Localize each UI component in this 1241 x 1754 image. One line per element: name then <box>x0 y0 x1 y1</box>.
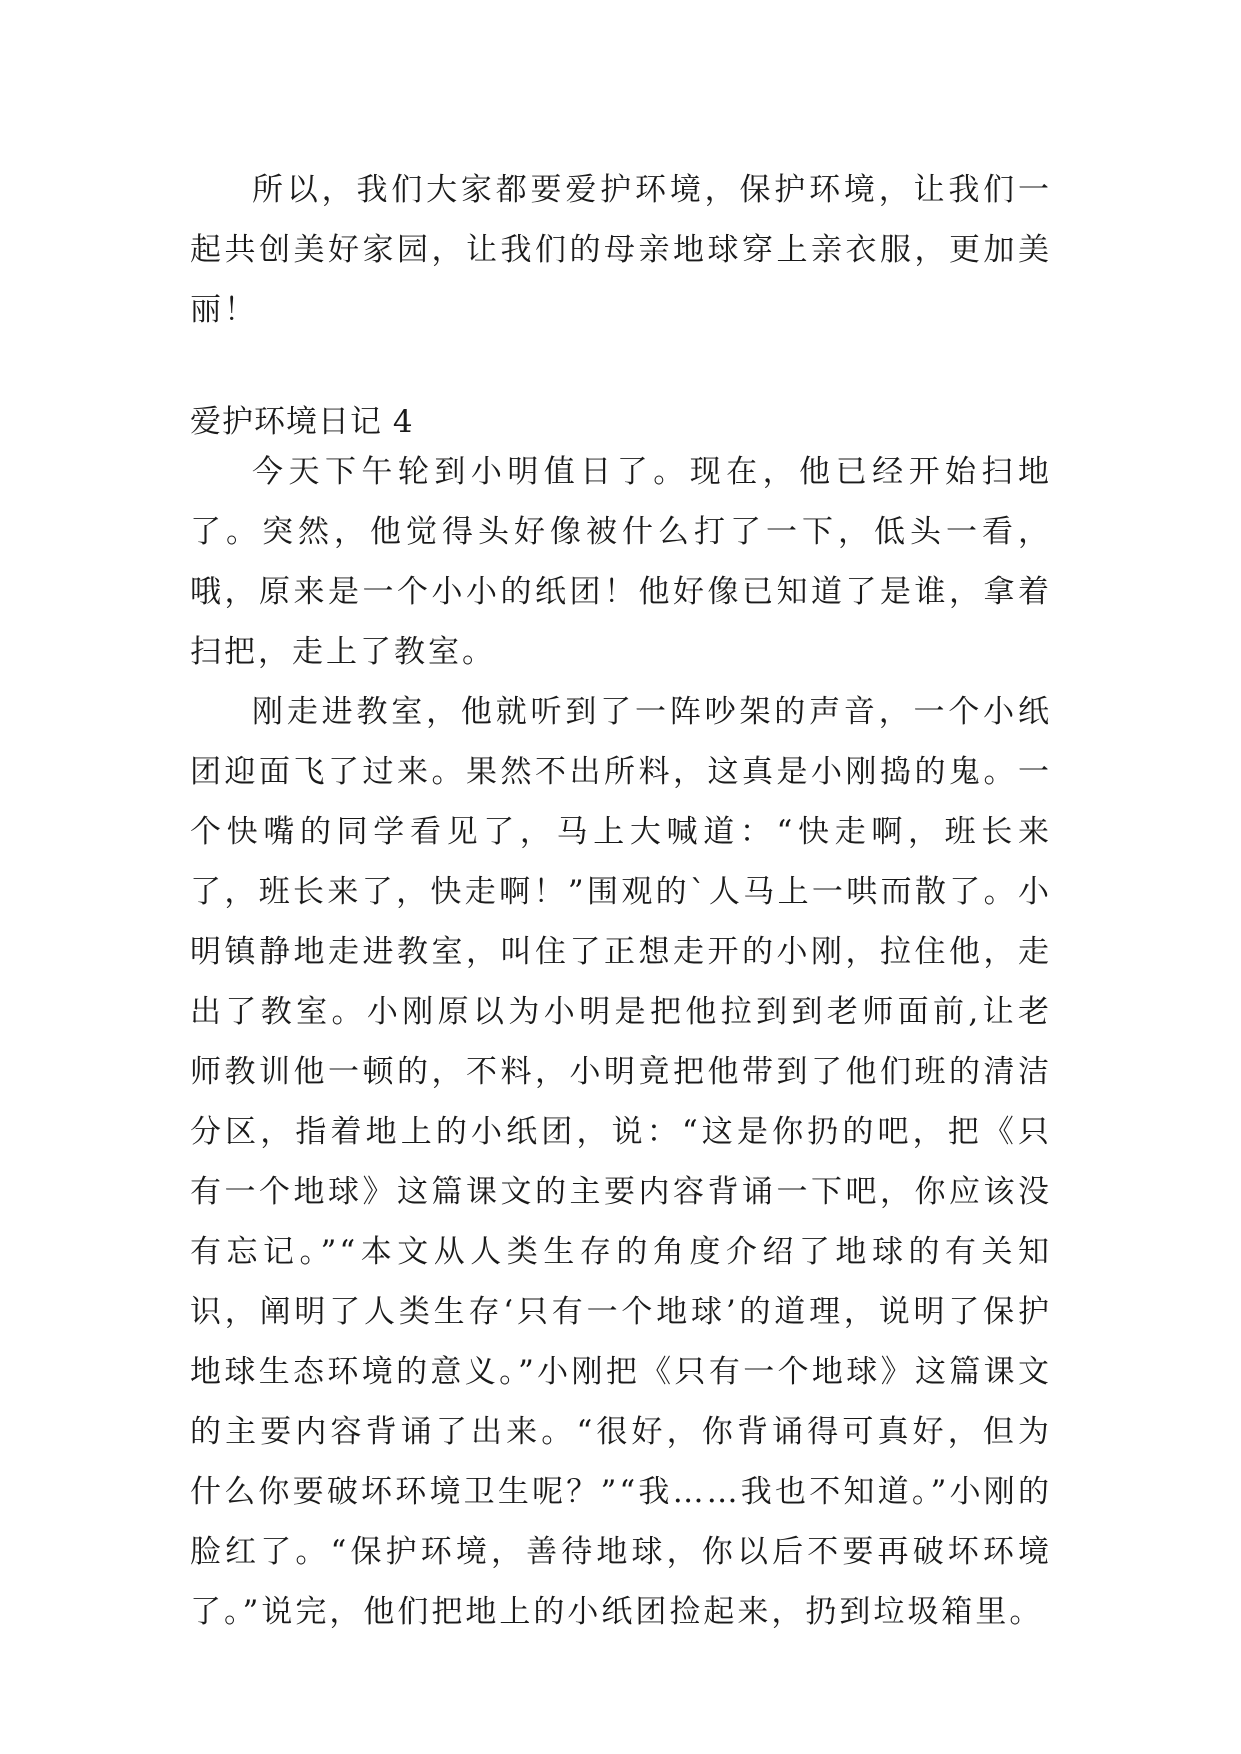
intro-paragraph: 所以，我们大家都要爱护环境，保护环境，让我们一起共创美好家园，让我们的母亲地球穿上亲衣服，更加美丽！ <box>190 172 1052 328</box>
section-title: 爱护环境日记 4 <box>190 404 414 440</box>
document-page <box>190 160 1052 1642</box>
body-paragraph-1: 今天下午轮到小明值日了。现在，他已经开始扫地了。突然，他觉得头好像被什么打了一下，低头一看，哦，原来是一个小小的纸团！他好像已知道了是谁，拿着扫把，走上了教室。 <box>190 454 1052 670</box>
body-paragraph-2: 刚走进教室，他就听到了一阵吵架的声音，一个小纸团迎面飞了过来。果然不出所料，这真是小刚捣的鬼。一个快嘴的同学看见了，马上大喊道：“快走啊，班长来了，班长来了，快走啊！”围观的`人马上一哄而散了。小明镇静地走进教室，叫住了正想走开的小刚，拉住他，走出了教室。小刚原以为小明是把他拉到到老师面前,让老师教训他一顿的，不料，小明竟把他带到了他们班的清洁分区，指着地上的小纸团，说：“这是你扔的吧，把《只有一个地球》这篇课文的主要内容背诵一下吧，你应该没有忘记。”“本文从人类生存的角度介绍了地球的有关知识，阐明了人类生存‘只有一个地球’的道理，说明了保护地球生态环境的意义。”小刚把《只有一个地球》这篇课文的主要内容背诵了出来。“很好，你背诵得可真好，但为什么你要破坏环境卫生呢？”“我……我也不知道。”小刚的脸红了。“保护环境，善待地球，你以后不要再破坏环境了。”说完，他们把地上的小纸团捡起来，扔到垃圾箱里。 <box>190 694 1052 1630</box>
